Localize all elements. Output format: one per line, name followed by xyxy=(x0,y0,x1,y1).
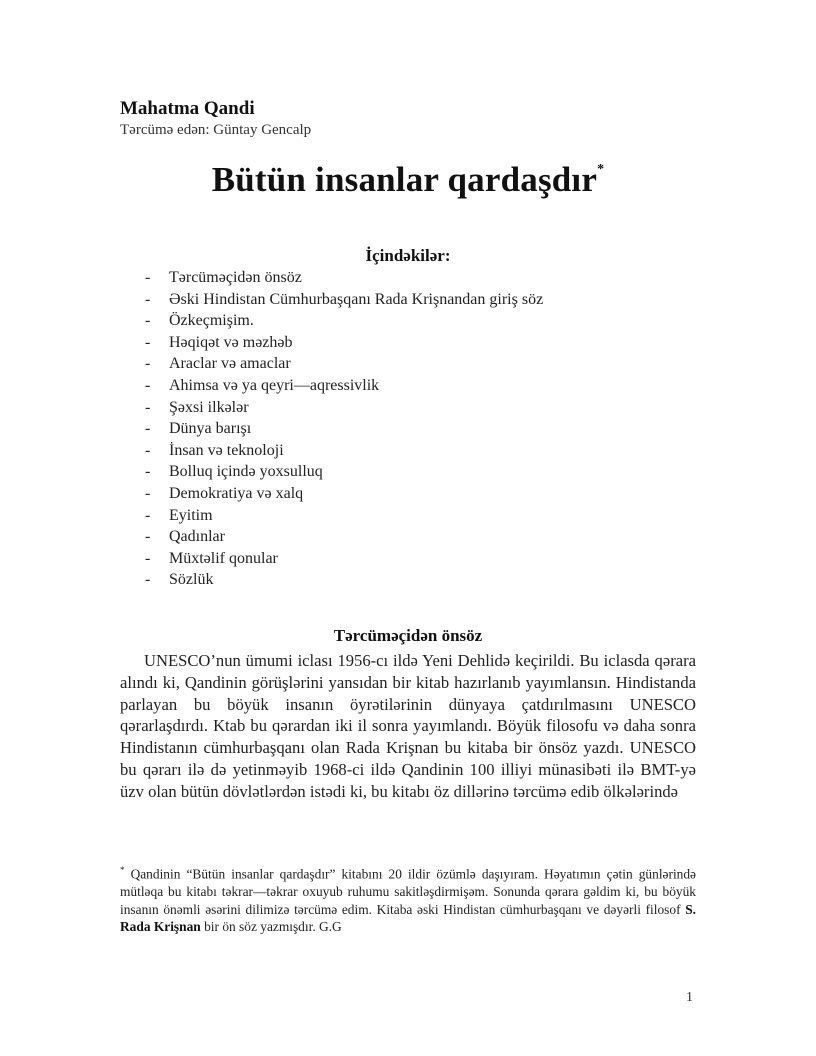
toc-item xyxy=(145,461,543,483)
toc-item-label: Şəxsi ilkələr xyxy=(169,398,249,416)
toc-bullet: - xyxy=(145,420,151,438)
toc-item-label: Ahimsa və ya qeyri—aqressivlik xyxy=(169,376,380,394)
toc-item-label: Müxtəlif qonular xyxy=(169,549,278,567)
toc-item-label: Bolluq içində yoxsulluq xyxy=(169,463,323,481)
toc-item xyxy=(145,267,543,289)
footnote xyxy=(120,862,696,936)
toc-item-label: Dünya barışı xyxy=(169,420,252,438)
toc-item-label: Araclar və amaclar xyxy=(169,355,291,373)
author-name: Mahatma Qandi xyxy=(120,98,255,119)
toc-item-label: Əski Hindistan Cümhurbaşqanı Rada Krişnandan giriş söz xyxy=(169,290,544,308)
table-of-contents xyxy=(145,267,543,591)
section-heading: Tərcüməçidən önsöz xyxy=(333,626,483,645)
toc-bullet: - xyxy=(145,290,151,308)
toc-bullet: - xyxy=(145,333,151,351)
toc-bullet: - xyxy=(145,463,151,481)
toc-item-label: İnsan və teknoloji xyxy=(169,441,284,459)
title-footnote-mark: * xyxy=(597,162,605,177)
document-title xyxy=(0,160,816,200)
toc-bullet: - xyxy=(145,484,151,502)
toc-item xyxy=(145,332,543,354)
toc-item-label: Qadınlar xyxy=(169,528,225,546)
toc-item xyxy=(145,505,543,527)
toc-bullet: - xyxy=(145,312,151,330)
toc-item xyxy=(145,397,543,419)
toc-item-label: Eyitim xyxy=(169,506,213,524)
body-paragraph: UNESCO’nun ümumi iclası 1956-cı ildə Yeni Dehlidə keçirildi. Bu iclasda qərara alındı ki, Qandinin görüşlərini yansıdan bir kitab hazırlanıb yayımlansın. Hindistanda parlayan bu böyük insanın öyrətilərinin dünyaya çatdırılmasını UNESCO qərarlaşdırdı. Ktab bu qərardan iki il sonra yayımlandı. Böyük filosofu və daha sonra Hindistanın cümhurbaşqanı olan Rada Krişnan bu kitaba bir önsöz yazdı. UNESCO bu qərarı ilə də yetinməyib 1968-ci ildə Qandinin 100 illiyi münasibəti ilə BMT-yə üzv olan bütün dövlətlərdən istədi ki, bu kitabı öz dillərinə tərcümə edib ölkələrində xyxy=(120,651,696,801)
footnote-text: Qandinin “Bütün insanlar qardaşdır” kitabını 20 ildir özümlə daşıyıram. Həyatımın çətin günlərində mütləqa bu kitabı təkrar—təkrar oxuyub ruhumu sakitləşdirmişəm. Sonunda qərara gəldim ki, bu böyük insanın önəmli əsərini dilimizə tərcümə edim. Kitaba əski Hindistan cümhurbaşqanı ve dəyərli filosof xyxy=(120,866,696,917)
toc-item-label: Demokratiya və xalq xyxy=(169,484,304,502)
toc-item xyxy=(145,310,543,332)
translator-credit: Tərcümə edən: Güntay Gencalp xyxy=(120,122,312,138)
toc-item-label: Sözlük xyxy=(169,571,214,589)
footnote-bold-name: S. Rada Krişnan xyxy=(120,901,696,935)
toc-item xyxy=(145,418,543,440)
toc-bullet: - xyxy=(145,398,151,416)
toc-item xyxy=(145,440,543,462)
toc-item xyxy=(145,289,543,311)
toc-item-label: Həqiqət və məzhəb xyxy=(169,333,293,351)
toc-item xyxy=(145,548,543,570)
toc-item xyxy=(145,353,543,375)
toc-bullet: - xyxy=(145,528,151,546)
toc-heading: İçindəkilər: xyxy=(365,246,451,265)
page-number: 1 xyxy=(686,990,693,1005)
toc-item xyxy=(145,483,543,505)
footnote-mark: * xyxy=(120,865,125,875)
footnote-text-end: bir ön söz yazmışdır. G.G xyxy=(200,919,342,935)
toc-item-label: Tərcüməçidən önsöz xyxy=(169,269,302,286)
toc-item-label: Özkeçmişim. xyxy=(169,312,254,330)
toc-bullet: - xyxy=(145,549,151,567)
toc-item xyxy=(145,375,543,397)
toc-bullet: - xyxy=(145,506,151,524)
toc-bullet: - xyxy=(145,441,151,459)
toc-bullet: - xyxy=(145,376,151,394)
toc-bullet: - xyxy=(145,355,151,373)
toc-item xyxy=(145,569,543,591)
title-text: Bütün insanlar qardaşdır xyxy=(211,160,598,199)
toc-bullet: - xyxy=(145,571,151,589)
toc-bullet: - xyxy=(145,269,151,286)
toc-item xyxy=(145,526,543,548)
